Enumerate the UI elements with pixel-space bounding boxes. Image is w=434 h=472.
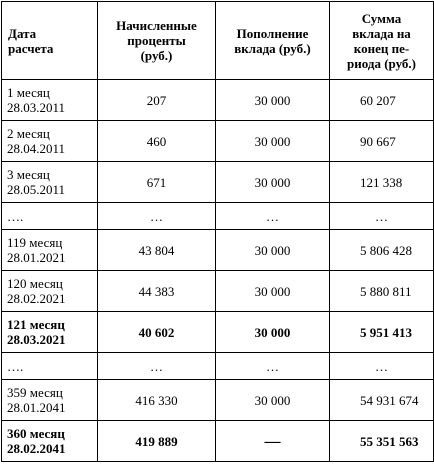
cell-interest: 43 804 xyxy=(98,230,216,271)
cell-deposit: 30 000 xyxy=(216,230,330,271)
cell-date: …. xyxy=(2,353,98,380)
cell-total: … xyxy=(330,203,434,230)
table-row xyxy=(2,380,434,421)
cell-deposit: 30 000 xyxy=(216,380,330,421)
cell-date: 2 месяц 28.04.2011 xyxy=(2,121,98,162)
cell-total: 5 880 811 xyxy=(330,271,434,312)
cell-total: 54 931 674 xyxy=(330,380,434,421)
table-row xyxy=(2,80,434,121)
cell-total: 121 338 xyxy=(330,162,434,203)
table-header xyxy=(2,2,434,80)
header-total-label: Сумма вклада на конец пе- риода (руб.) xyxy=(347,10,416,71)
header-deposit xyxy=(216,2,330,80)
header-date xyxy=(2,2,98,80)
cell-deposit: 30 000 xyxy=(216,80,330,121)
table-row xyxy=(2,121,434,162)
table-row xyxy=(2,271,434,312)
table-row-highlight xyxy=(2,312,434,353)
header-row xyxy=(2,2,434,80)
table-row-highlight xyxy=(2,421,434,462)
cell-interest: 419 889 xyxy=(98,421,216,462)
cell-deposit: … xyxy=(216,353,330,380)
cell-deposit: 30 000 xyxy=(216,121,330,162)
cell-deposit: — xyxy=(216,421,330,462)
table-row xyxy=(2,162,434,203)
header-date-label: Дата расчета xyxy=(8,25,54,56)
cell-interest: 671 xyxy=(98,162,216,203)
cell-date: 119 месяц 28.01.2021 xyxy=(2,230,98,271)
cell-interest: … xyxy=(98,203,216,230)
table-row-ellipsis xyxy=(2,353,434,380)
cell-date: 3 месяц 28.05.2011 xyxy=(2,162,98,203)
cell-date: 359 месяц 28.01.2041 xyxy=(2,380,98,421)
table-row xyxy=(2,230,434,271)
cell-deposit: 30 000 xyxy=(216,271,330,312)
cell-interest: 40 602 xyxy=(98,312,216,353)
cell-interest: … xyxy=(98,353,216,380)
cell-total: 5 951 413 xyxy=(330,312,434,353)
cell-total: 5 806 428 xyxy=(330,230,434,271)
cell-date: 1 месяц 28.03.2011 xyxy=(2,80,98,121)
cell-interest: 207 xyxy=(98,80,216,121)
cell-interest: 44 383 xyxy=(98,271,216,312)
cell-interest: 460 xyxy=(98,121,216,162)
cell-deposit: … xyxy=(216,203,330,230)
table-body xyxy=(2,80,434,462)
cell-date: …. xyxy=(2,203,98,230)
header-interest-label: Начисленные проценты (руб.) xyxy=(116,18,197,63)
deposit-schedule-table xyxy=(1,1,434,462)
cell-total: 60 207 xyxy=(330,80,434,121)
cell-date: 120 месяц 28.02.2021 xyxy=(2,271,98,312)
header-deposit-label: Пополнение вклада (руб.) xyxy=(234,25,311,56)
cell-date: 121 месяц 28.03.2021 xyxy=(2,312,98,353)
cell-deposit: 30 000 xyxy=(216,312,330,353)
header-interest xyxy=(98,2,216,80)
header-total xyxy=(330,2,434,80)
cell-total: 90 667 xyxy=(330,121,434,162)
cell-total: … xyxy=(330,353,434,380)
cell-date: 360 месяц 28.02.2041 xyxy=(2,421,98,462)
cell-deposit: 30 000 xyxy=(216,162,330,203)
table-row-ellipsis xyxy=(2,203,434,230)
cell-total: 55 351 563 xyxy=(330,421,434,462)
cell-interest: 416 330 xyxy=(98,380,216,421)
